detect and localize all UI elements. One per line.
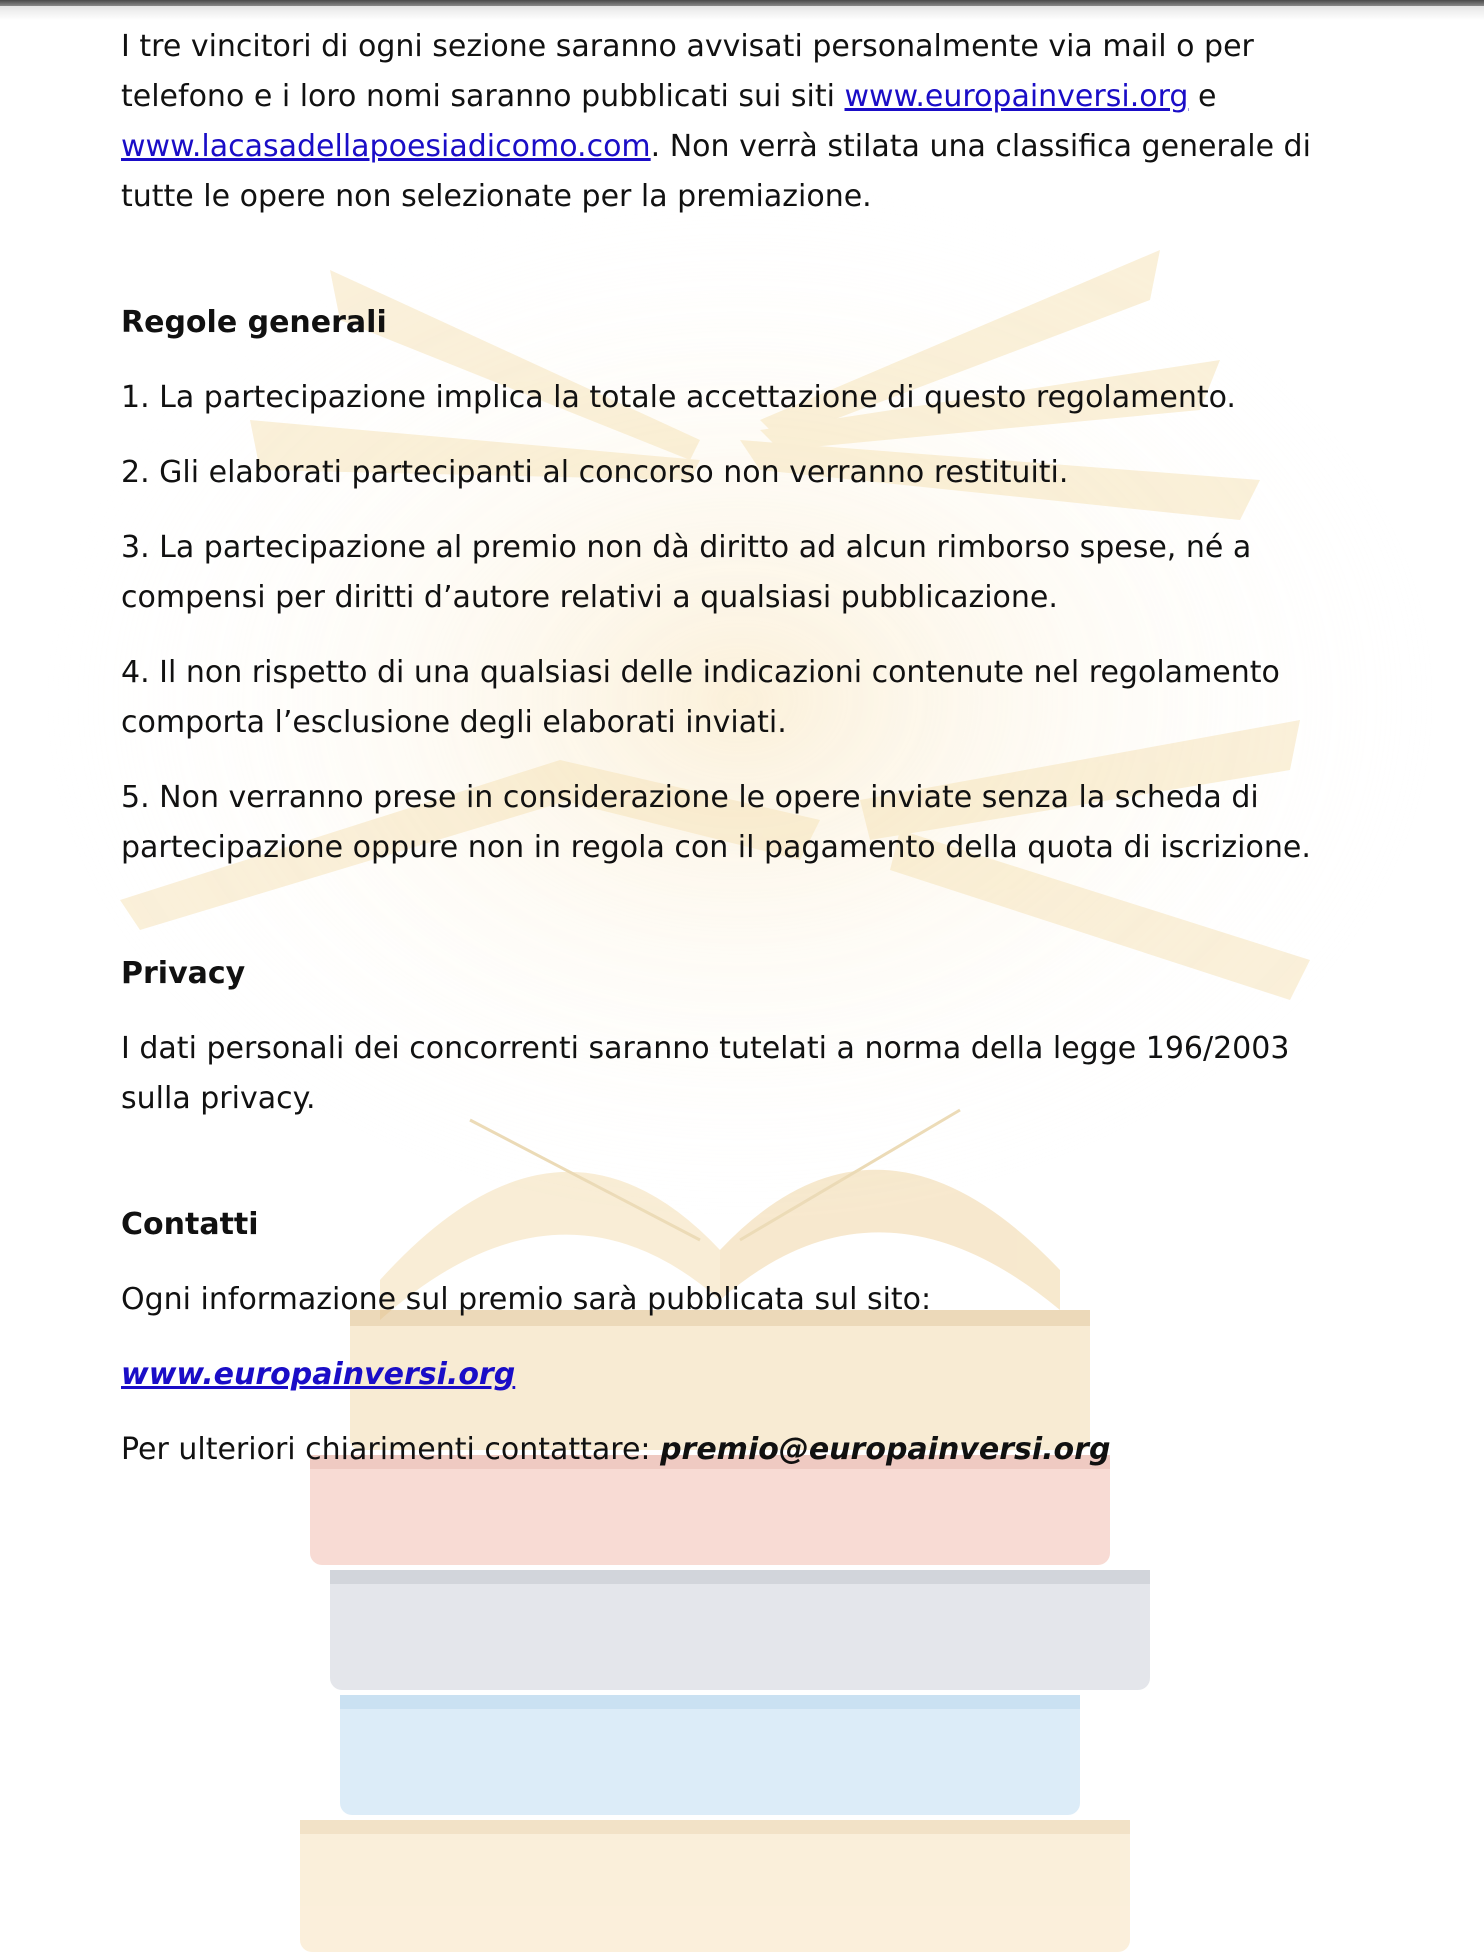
spacer [121, 1325, 1361, 1350]
lacasadellapoesia-link[interactable]: www.lacasadellapoesiadicomo.com [121, 129, 651, 164]
winners-paragraph [121, 22, 1361, 222]
spacer [121, 623, 1361, 648]
contacts-site-link[interactable]: www.europainversi.org [121, 1357, 516, 1392]
spacer [121, 498, 1361, 523]
contacts-email[interactable]: premio@europainversi.org [660, 1432, 1111, 1467]
spacer [121, 222, 1361, 298]
spacer [121, 999, 1361, 1024]
spacer [121, 748, 1361, 773]
privacy-text: I dati personali dei concorrenti saranno tutelati a norma della legge 196/2003 sulla privacy. [121, 1031, 1290, 1116]
rule-item-5: 5. Non verranno prese in considerazione le opere inviate senza la scheda di partecipazione oppure non in regola con il pagamento della quota di iscrizione. [121, 780, 1311, 865]
winners-text-3: . Non verrà stilata una classifica generale di tutte le opere non selezionate per la premiazione. [121, 129, 1311, 214]
rule-item-4: 4. Il non rispetto di una qualsiasi delle indicazioni contenute nel regolamento comporta l’esclusione degli elaborati inviati. [121, 655, 1280, 740]
spacer [121, 1124, 1361, 1200]
privacy-heading: Privacy [121, 956, 246, 991]
document-body [121, 22, 1361, 1475]
spacer [121, 348, 1361, 373]
contacts-site-paragraph [121, 1350, 1361, 1400]
contacts-email-paragraph [121, 1425, 1361, 1475]
rules-heading: Regole generali [121, 305, 387, 340]
europainversi-link[interactable]: www.europainversi.org [844, 79, 1189, 114]
rule-item-1: 1. La partecipazione implica la totale accettazione di questo regolamento. [121, 380, 1236, 415]
spacer [121, 423, 1361, 448]
spacer [121, 873, 1361, 949]
spacer [121, 1250, 1361, 1275]
winners-text-2: e [1188, 79, 1217, 114]
contacts-more-text: Per ulteriori chiarimenti contattare: [121, 1432, 661, 1467]
rule-item-3: 3. La partecipazione al premio non dà diritto ad alcun rimborso spese, né a compensi per diritti d’autore relativi a qualsiasi pubblicazione. [121, 530, 1252, 615]
contacts-info-text: Ogni informazione sul premio sarà pubblicata sul sito: [121, 1282, 932, 1317]
spacer [121, 1400, 1361, 1425]
rule-item-2: 2. Gli elaborati partecipanti al concorso non verranno restituiti. [121, 455, 1069, 490]
contacts-heading: Contatti [121, 1207, 259, 1242]
winners-text-1: I tre vincitori di ogni sezione saranno avvisati personalmente via mail o per telefono e i loro nomi saranno pubblicati sui siti [121, 29, 1254, 114]
